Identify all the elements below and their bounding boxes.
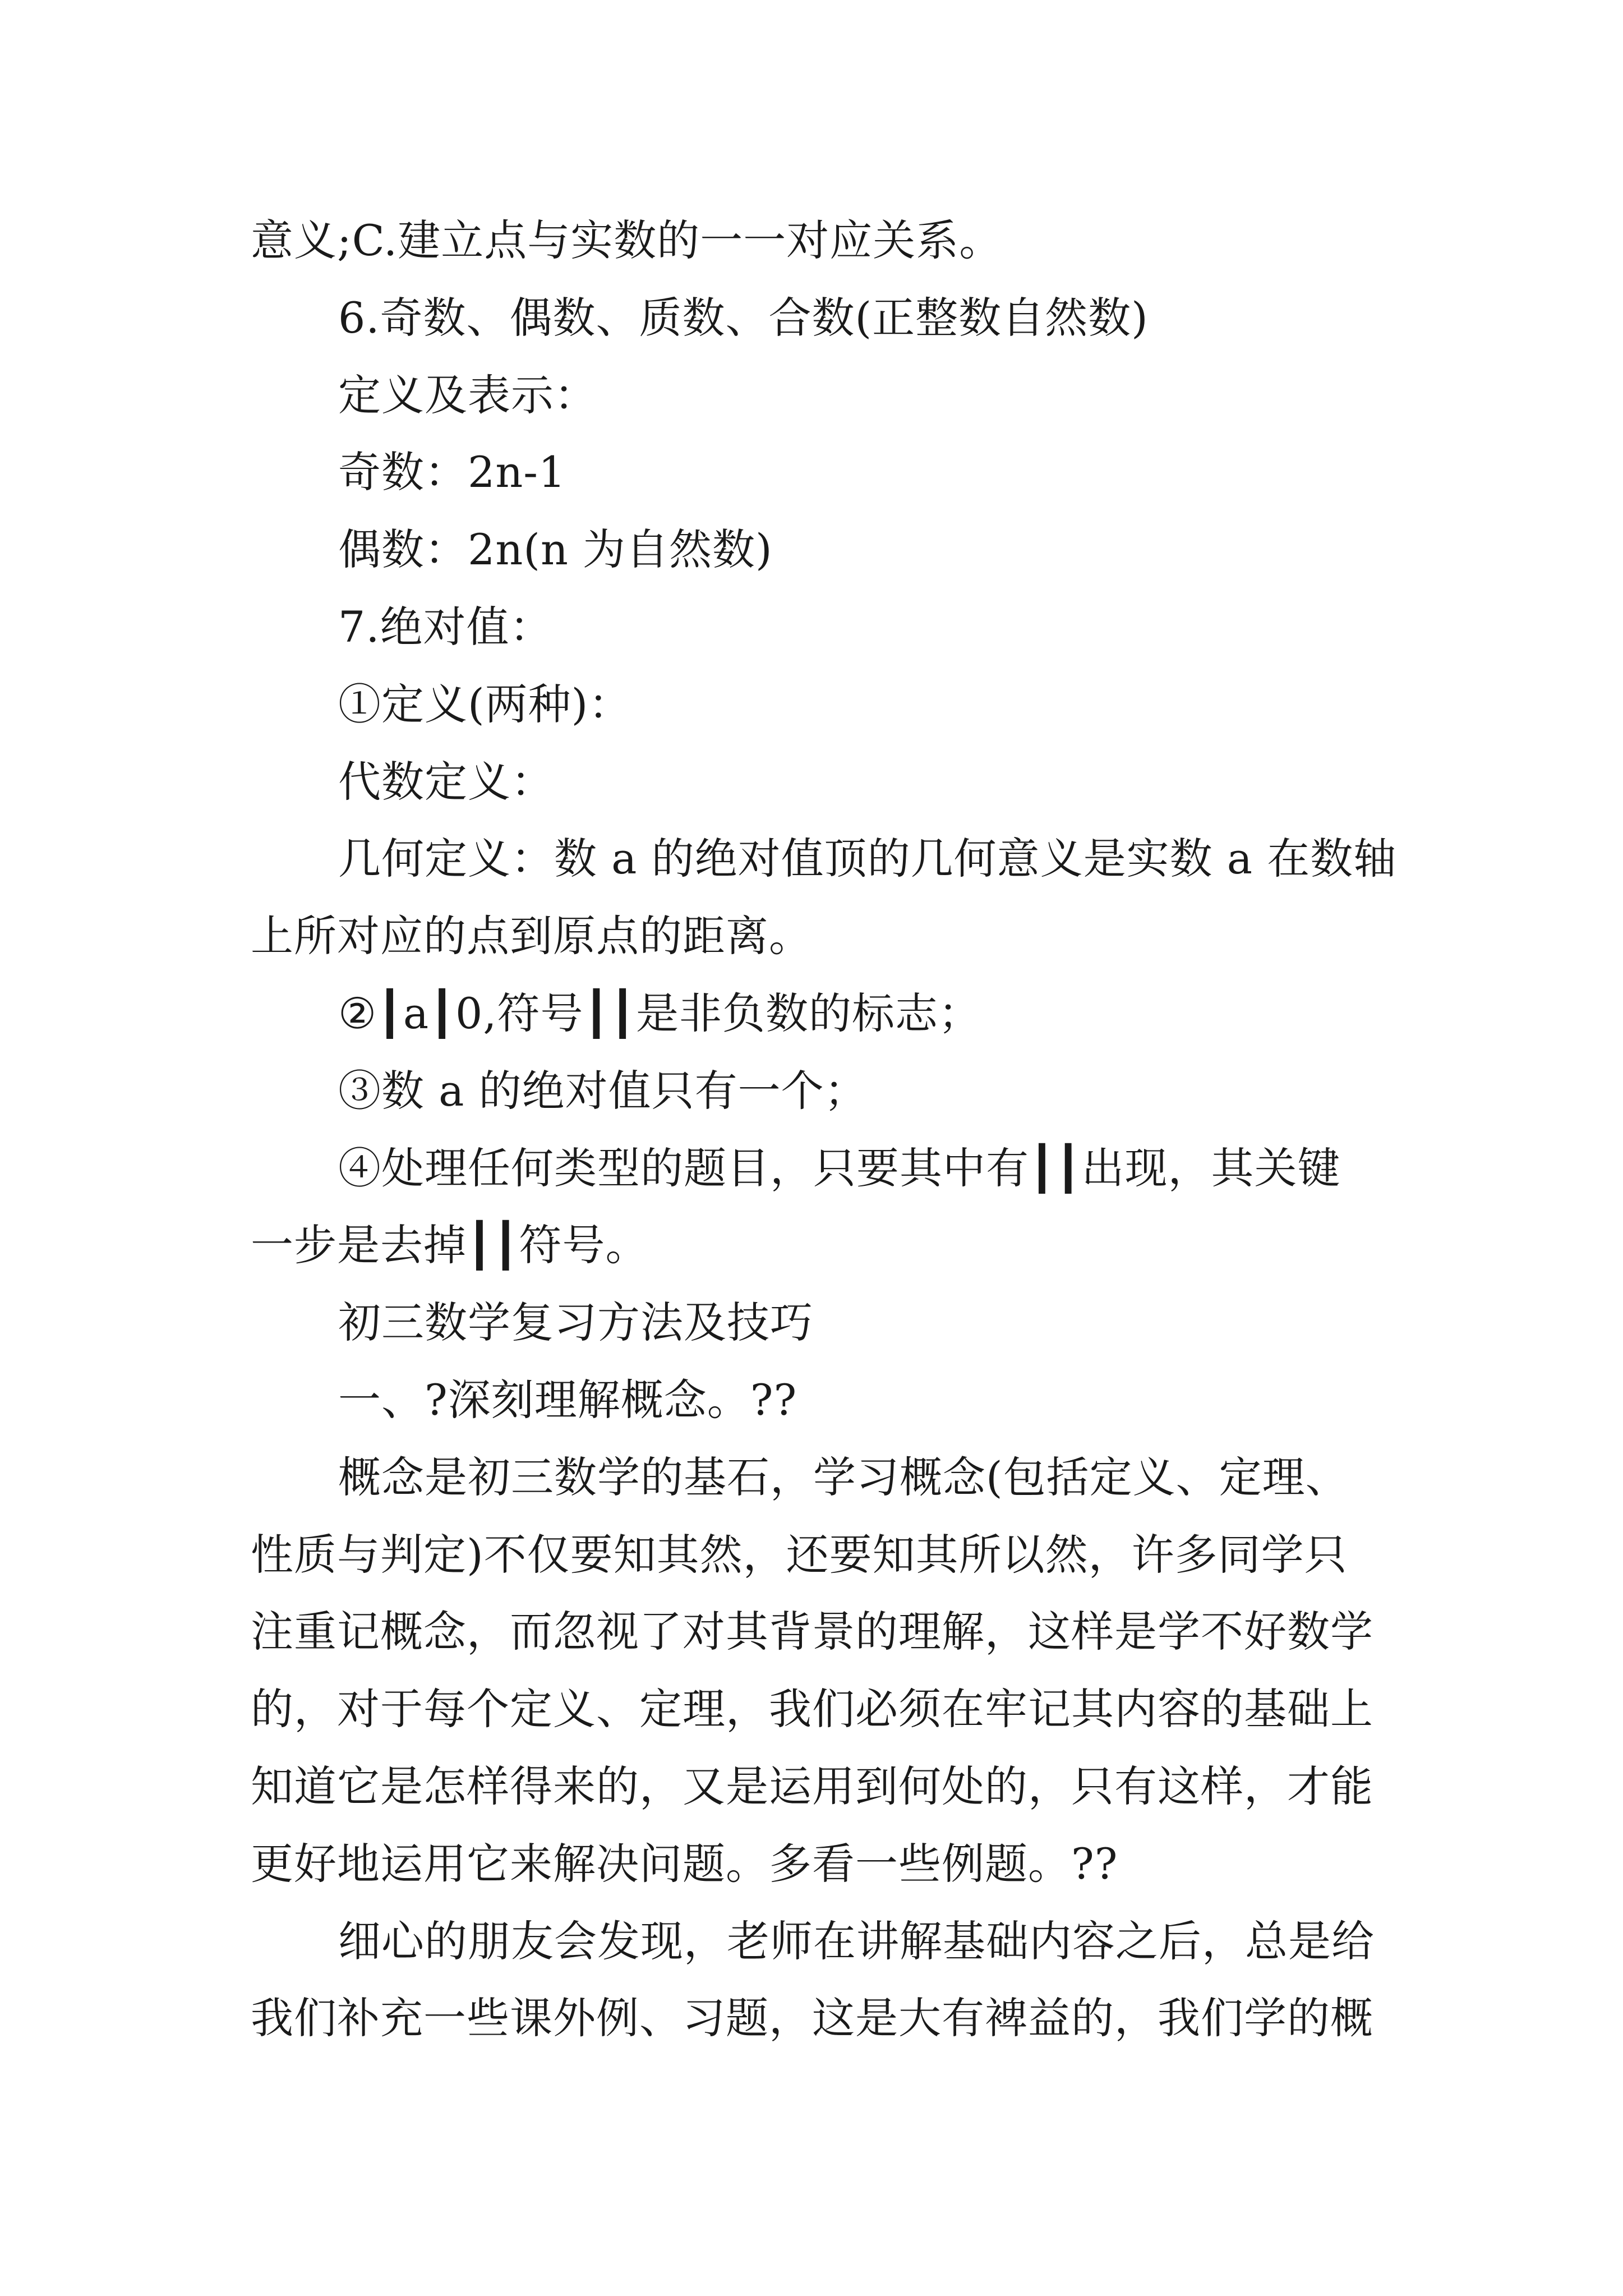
section-heading: 初三数学复习方法及技巧	[338, 1297, 813, 1348]
text-line: 上所对应的点到原点的距离。	[251, 911, 812, 961]
text-line: ②┃a┃0,符号┃┃是非负数的标志；	[338, 988, 981, 1038]
section-heading: 6.奇数、偶数、质数、合数(正整数自然数)	[338, 292, 1149, 343]
document-body	[251, 202, 1428, 2057]
text-line: 奇数：2n-1	[338, 447, 566, 498]
text-line: 意义;C.建立点与实数的一一对应关系。	[251, 215, 1003, 265]
text-line: 定义及表示：	[338, 370, 597, 420]
text-line: 注重记概念，而忽视了对其背景的理解，这样是学不好数学	[251, 1607, 1373, 1657]
text-line: 我们补充一些课外例、习题，这是大有裨益的，我们学的概	[251, 1993, 1373, 2044]
text-line: 的，对于每个定义、定理，我们必须在牢记其内容的基础上	[251, 1684, 1373, 1734]
section-heading: 7.绝对值：	[338, 601, 553, 652]
text-line: 知道它是怎样得来的，又是运用到何处的，只有这样，才能	[251, 1761, 1373, 1811]
text-line: 概念是初三数学的基石，学习概念(包括定义、定理、	[338, 1452, 1349, 1502]
text-line: 更好地运用它来解决问题。多看一些例题。??	[251, 1838, 1118, 1889]
text-line: ④处理任何类型的题目，只要其中有┃┃出现，其关键	[338, 1143, 1341, 1193]
text-line: 一步是去掉┃┃符号。	[251, 1220, 649, 1271]
text-line: 几何定义：数 a 的绝对值顶的几何意义是实数 a 在数轴	[338, 834, 1397, 884]
text-line: 偶数：2n(n 为自然数)	[338, 524, 773, 575]
section-heading: 一、?深刻理解概念。??	[338, 1374, 797, 1425]
text-line: ③数 a 的绝对值只有一个；	[338, 1065, 868, 1116]
text-line: 性质与判定)不仅要知其然，还要知其所以然，许多同学只	[251, 1529, 1348, 1580]
text-line: ①定义(两种)：	[338, 679, 632, 729]
text-line: 代数定义：	[338, 756, 554, 807]
text-line: 细心的朋友会发现，老师在讲解基础内容之后，总是给	[338, 1916, 1375, 1966]
